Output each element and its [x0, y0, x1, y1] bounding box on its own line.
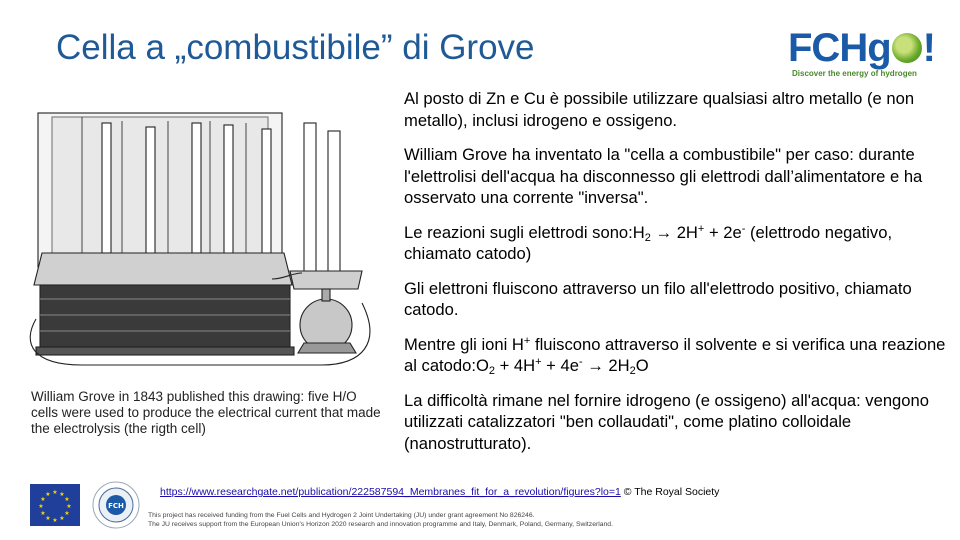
funding-line-1: This project has received funding from the Fuel Cells and Hydrogen 2 Joint Undertaking (JU) under grant agreement No 826246. [148, 512, 535, 519]
svg-text:★: ★ [38, 503, 44, 510]
fch-seal-icon [92, 481, 140, 529]
bullet-5: Mentre gli ioni H+ fluiscono attraverso il solvente e si verifica una reazione al $catodo:O_2 + 4H^+ + 4e^- \to 2H_2O$ [404, 334, 946, 377]
bullet-4: Gli elettroni fluiscono attraverso un filo all'elettrodo positivo, chiamato catodo. [404, 278, 912, 319]
logo-text-pre: FCHg [788, 26, 891, 70]
funding-line-2: The JU receives support from the European Union's Horizon 2020 research and innovation programme and Italy, Denmark, Poland, Germany, Switzerland. [148, 520, 613, 528]
svg-text:★: ★ [66, 503, 72, 510]
slide-title: Cella a „combustibile” di Grove [56, 28, 535, 67]
figure-caption: William Grove in 1843 published this drawing: five H/O cells were used to produce the electrical current that made the electrolysis (the rigth cell) [31, 389, 381, 436]
svg-text:★: ★ [64, 496, 70, 503]
funding-note [148, 512, 613, 529]
source-credit: © The Royal Society [620, 486, 720, 498]
bullet-6: La difficoltà rimane nel fornire idrogeno (e ossigeno) all'acqua: vengono utilizzati catalizzatori "ben collaudati", come platino colloidale (nanostrutturato). [404, 390, 929, 453]
bullet-1: Al posto di Zn e Cu è possibile utilizzare qualsiasi altro metallo (e non metallo), inclusi idrogeno e ossigeno. [404, 89, 915, 130]
svg-text:★: ★ [64, 510, 70, 517]
svg-text:★: ★ [52, 489, 58, 496]
svg-text:★: ★ [59, 515, 65, 522]
globe-icon [892, 33, 922, 63]
svg-text:★: ★ [52, 517, 58, 524]
svg-text:★: ★ [40, 510, 46, 517]
bullet-3: Le reazioni sugli elettrodi $sono:H_2 \to 2H^+ + 2e^-$ (elettrodo negativo, chiamato catodo) [404, 222, 893, 263]
source-line [160, 486, 719, 498]
svg-text:FCH: FCH [108, 502, 124, 510]
grove-cell-drawing [22, 103, 388, 370]
svg-text:★: ★ [40, 496, 46, 503]
logo-tagline: Discover the energy of hydrogen [792, 69, 917, 78]
svg-text:★: ★ [45, 491, 51, 498]
logo-text-post: ! [922, 26, 935, 70]
fchgo-logo [788, 28, 938, 80]
svg-text:★: ★ [45, 515, 51, 522]
eu-flag-icon [30, 484, 80, 526]
bullet-2: William Grove ha inventato la "cella a combustibile" per caso: durante l'elettrolisi dell'acqua ha disconnesso gli elettrodi dall’alimentatore e ha osservato una corrente "inversa". [404, 145, 923, 207]
bullet-list [404, 88, 952, 467]
svg-text:★: ★ [59, 491, 65, 498]
source-link[interactable]: https://www.researchgate.net/publication/222587594_Membranes_fit_for_a_revolution/figures?lo=1 [160, 486, 621, 498]
